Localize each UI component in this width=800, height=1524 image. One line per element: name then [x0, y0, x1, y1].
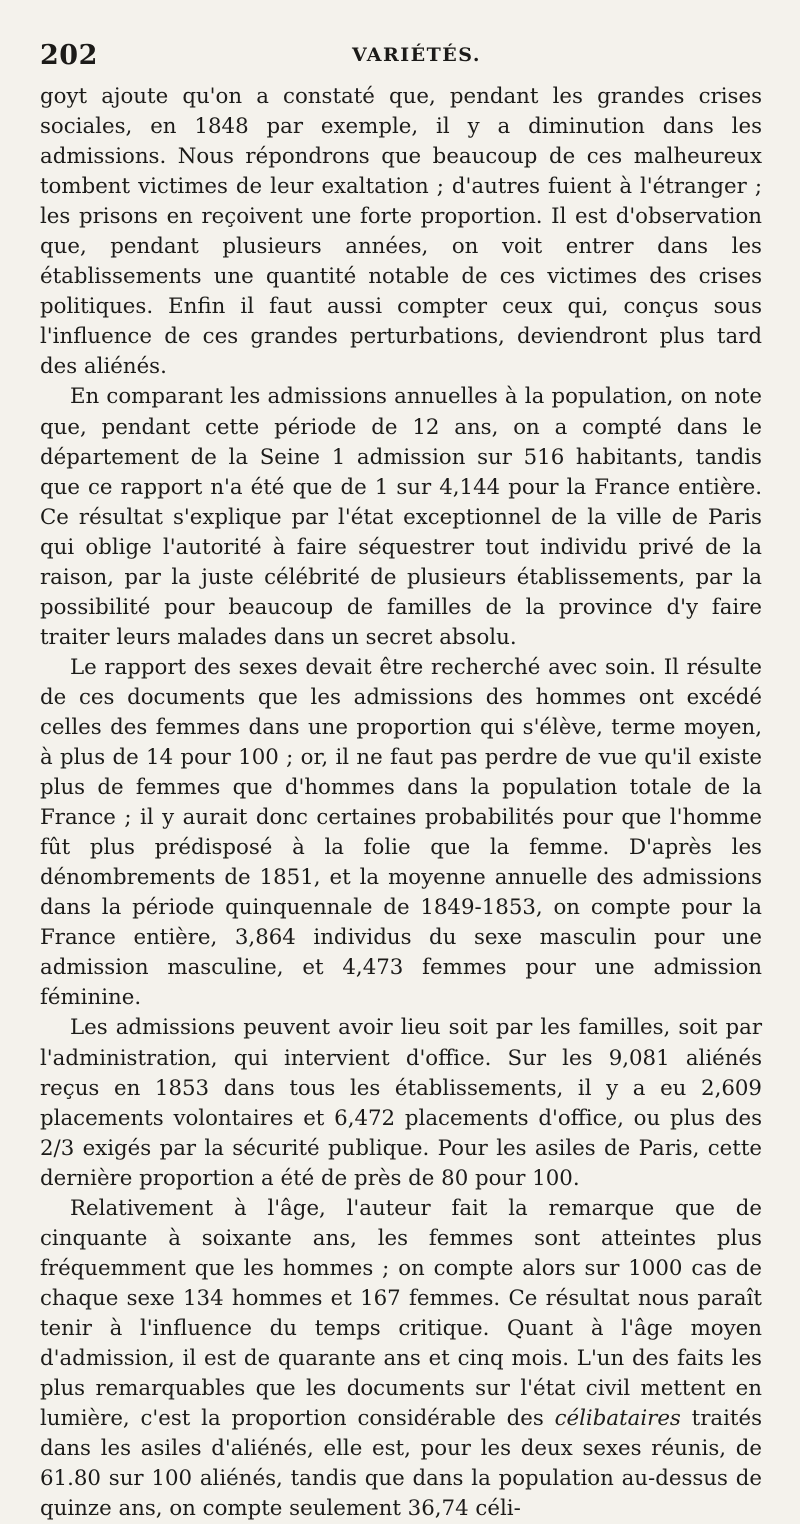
running-head	[40, 34, 762, 76]
paragraph-sex-ratio: Le rapport des sexes devait être recherché avec soin. Il résulte de ces documents que les admissions des hommes ont excédé celles des femmes dans une proportion qui s'élève, terme moyen, à plus de 14 pour 100 ; or, il ne faut pas perdre de vue qu'il existe plus de femmes que d'hommes dans la population totale de la France ; il y aurait donc certaines probabilités pour que l'homme fût plus prédisposé à la folie que la femme. D'après les dénombrements de 1851, et la moyenne annuelle des admissions dans la période quinquennale de 1849-1853, on compte pour la France entière, 3,864 individus du sexe masculin pour une admission masculine, et 4,473 femmes pour une admission féminine.	[40, 654, 762, 1011]
paragraph-admission-types: Les admissions peuvent avoir lieu soit par les familles, soit par l'administration, qui intervient d'office. Sur les 9,081 aliénés reçus en 1853 dans tous les établissements, il y a eu 2,609 placements volontaires et 6,472 placements d'office, ou plus des 2/3 exigés par la sécurité publique. Pour les asiles de Paris, cette dernière proportion a été de près de 80 pour 100.	[40, 1015, 762, 1191]
paragraph-text-after-emphasis: traités dans les asiles d'aliénés, elle est, pour les deux sexes réunis, de 61.80 sur 100 aliénés, tandis que dans la population au-dessus de quinze ans, on compte seulement 36,74 céli-	[40, 1406, 762, 1522]
body-text	[40, 82, 762, 1524]
paragraph-population-ratio: En comparant les admissions annuelles à la population, on note que, pendant cette période de 12 ans, on a compté dans le département de la Seine 1 admission sur 516 habitants, tandis que ce rapport n'a été que de 1 sur 4,144 pour la France entière. Ce résultat s'explique par l'état exceptionnel de la ville de Paris qui oblige l'autorité à faire séquestrer tout individu privé de la raison, par la juste célébrité de plusieurs établissements, par la possibilité pour beaucoup de familles de la province d'y faire traiter leurs malades dans un secret absolu.	[40, 384, 762, 650]
paragraph-age-and-celibacy	[40, 1194, 762, 1524]
page-number: 202	[40, 40, 98, 71]
running-title: VARIÉTÉS.	[352, 44, 481, 66]
emphasis-celibataires: célibataires	[554, 1406, 681, 1432]
paragraph-text-before-emphasis: Relativement à l'âge, l'auteur fait la remarque que de cinquante à soixante ans, les femmes sont atteintes plus fréquemment que les hommes ; on compte alors sur 1000 cas de chaque sexe 134 hommes et 167 femmes. Ce résultat nous paraît tenir à l'influence du temps critique. Quant à l'âge moyen d'admission, il est de quarante ans et cinq mois. L'un des faits les plus remarquables que les documents sur l'état civil mettent en lumière, c'est la proportion considérable des	[40, 1195, 762, 1432]
paragraph-continuation: goyt ajoute qu'on a constaté que, pendant les grandes crises sociales, en 1848 par exemple, il y a diminution dans les admissions. Nous répondrons que beaucoup de ces malheureux tombent victimes de leur exaltation ; d'autres fuient à l'étranger ; les prisons en reçoivent une forte proportion. Il est d'observation que, pendant plusieurs années, on voit entrer dans les établissements une quantité notable de ces victimes des crises politiques. Enfin il faut aussi compter ceux qui, conçus sous l'influence de ces grandes perturbations, deviendront plus tard des aliénés.	[40, 84, 762, 380]
